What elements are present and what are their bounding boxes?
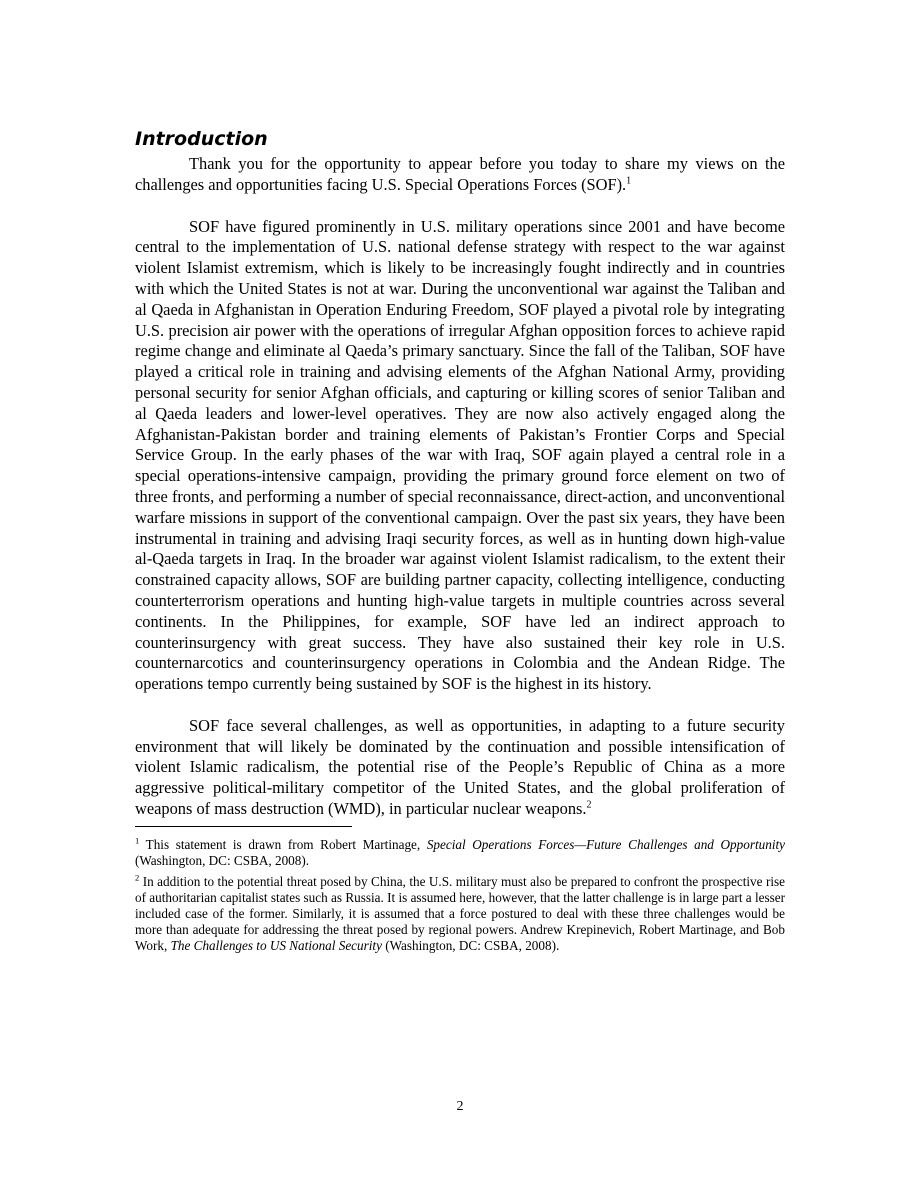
paragraph-text: SOF have figured prominently in U.S. military operations since 2001 and have become central to the implementation of U.S. national defense strategy with respect to the war against violent Islamist extremism, which is likely to be increasingly fought indirectly and in countries with which the United States is not at war. During the unconventional war against the Taliban and al Qaeda in Afghanistan in Operation Enduring Freedom, SOF played a pivotal role by integrating U.S. precision air power with the operations of irregular Afghan opposition forces to achieve rapid regime change and eliminate al Qaeda’s primary sanctuary. Since the fall of the Taliban, SOF have played a critical role in training and advising elements of the Afghan National Army, providing personal security for senior Afghan officials, and capturing or killing scores of senior Taliban and al Qaeda leaders and lower-level operatives. They are now also actively engaged along the Afghanistan-Pakistan border and training elements of Pakistan’s Frontier Corps and Special Service Group. In the early phases of the war with Iraq, SOF again played a central role in a special operations-intensive campaign, providing the primary ground force element on two of three fronts, and performing a number of special reconnaissance, direct-action, and unconventional warfare missions in support of the conventional campaign. Over the past six years, they have been instrumental in training and advising Iraqi security forces, as well as in hunting down high-value al-Qaeda targets in Iraq. In the broader war against violent Islamist radicalism, to the extent their constrained capacity allows, SOF are building partner capacity, collecting intelligence, conducting counterterrorism operations and hunting high-value targets in multiple countries across several continents. In the Philippines, for example, SOF have led an indirect approach to counterinsurgency with great success. They have also sustained their key role in U.S. counternarcotics and counterinsurgency operations in Colombia and the Andean Ridge. The operations tempo currently being sustained by SOF is the highest in its history.	[135, 216, 785, 694]
document-page	[135, 126, 785, 959]
footnote-2	[135, 874, 785, 954]
footnote-ref-1[interactable]: 1	[626, 175, 632, 187]
paragraph-text: Thank you for the opportunity to appear before you today to share my views on the challenges and opportunities facing U.S. Special Operations Forces (SOF).	[135, 154, 785, 194]
footnote-ref-2[interactable]: 2	[586, 799, 592, 811]
paragraph-sof-operations	[135, 217, 785, 695]
section-heading: Introduction	[135, 128, 268, 150]
paragraph-challenges	[135, 716, 785, 820]
footnote-separator	[135, 826, 352, 827]
paragraph-intro	[135, 154, 785, 196]
footnote-text: This statement is drawn from Robert Martinage,	[139, 836, 427, 852]
footnote-citation-title: Special Operations Forces—Future Challenges and Opportunity	[426, 836, 785, 852]
footnote-citation-title: The Challenges to US National Security	[170, 937, 382, 953]
footnote-text: In addition to the potential threat posed by China, the U.S. military must also be prepared to confront the prospective rise of authoritarian capitalist states such as Russia. It is assumed here, however, that the latter challenge is in large part a lesser included case of the former. Similarly, it is assumed that a force postured to deal with these three challenges would be more than adequate for addressing the threat posed by regional powers. Andrew Krepinevich, Robert Martinage, and Bob Work,	[135, 873, 785, 953]
footnote-text: (Washington, DC: CSBA, 2008).	[135, 852, 310, 868]
page-number: 2	[456, 1099, 464, 1114]
footnote-1	[135, 837, 785, 869]
footnote-text: (Washington, DC: CSBA, 2008).	[381, 937, 560, 953]
footnote-number: 1	[135, 835, 140, 846]
paragraph-text: SOF face several challenges, as well as opportunities, in adapting to a future security environment that will likely be dominated by the continuation and possible intensification of violent Islamic radicalism, the potential rise of the People’s Republic of China as a more aggressive political-military competitor of the United States, and the global proliferation of weapons of mass destruction (WMD), in particular nuclear weapons.	[135, 715, 785, 818]
footnote-number: 2	[135, 872, 140, 883]
